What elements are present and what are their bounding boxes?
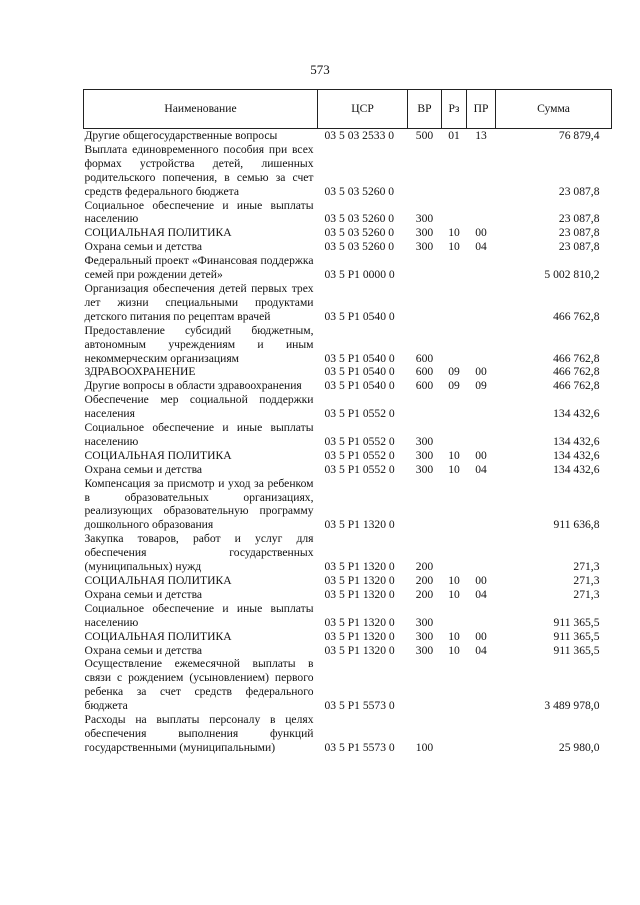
table-row (84, 379, 612, 393)
table-row (84, 421, 612, 449)
cell-sum: 911 365,5 (553, 643, 600, 657)
header-row (84, 90, 612, 129)
cell-csr: 03 5 P1 1320 0 (324, 587, 395, 601)
cell-csr: 03 5 03 5260 0 (324, 240, 395, 254)
cell-csr: 03 5 P1 1320 0 (324, 643, 395, 657)
cell-name: Федеральный проект «Финансовая поддержка семей при рождении детей» (84, 254, 314, 282)
cell-rz: 10 (448, 462, 460, 476)
cell-name: Охрана семьи и детства (84, 240, 203, 254)
cell-sum: 3 489 978,0 (544, 699, 600, 713)
cell-csr: 03 5 P1 5573 0 (324, 740, 395, 754)
table-row (84, 532, 612, 574)
cell-pr: 00 (475, 574, 487, 587)
cell-csr: 03 5 P1 0540 0 (324, 365, 395, 379)
cell-sum: 23 087,8 (558, 226, 600, 240)
cell-csr: 03 5 P1 1320 0 (324, 574, 395, 587)
table-row (84, 463, 612, 477)
cell-csr: 03 5 P1 5573 0 (324, 699, 395, 713)
cell-vr (408, 282, 442, 324)
cell-sum: 23 087,8 (558, 212, 600, 226)
cell-rz (442, 143, 467, 199)
cell-pr: 00 (475, 365, 487, 379)
table-row (84, 129, 612, 143)
cell-pr (467, 532, 496, 574)
cell-name: Другие вопросы в области здравоохранения (84, 379, 302, 393)
cell-vr: 300 (415, 448, 434, 462)
cell-sum: 134 432,6 (553, 407, 600, 421)
cell-rz (442, 713, 467, 755)
cell-pr (467, 657, 496, 713)
cell-vr: 300 (415, 643, 434, 657)
table-row (84, 644, 612, 658)
cell-sum: 134 432,6 (553, 462, 600, 476)
cell-pr: 04 (475, 587, 487, 601)
table-row (84, 630, 612, 644)
cell-rz: 10 (448, 240, 460, 254)
cell-rz: 09 (448, 379, 460, 393)
cell-sum: 134 432,6 (553, 448, 600, 462)
cell-vr: 300 (415, 240, 434, 254)
cell-name: Расходы на выплаты персоналу в целях обеспечения выполнения функций государственными (муниципальными) (84, 713, 314, 754)
table-body (84, 129, 612, 755)
cell-vr: 200 (415, 560, 434, 574)
cell-rz (442, 532, 467, 574)
table-row (84, 574, 612, 588)
cell-sum: 134 432,6 (553, 434, 600, 448)
cell-sum: 23 087,8 (558, 240, 600, 254)
cell-pr (467, 143, 496, 199)
cell-name: Компенсация за присмотр и уход за ребенком в образовательных организациях, реализующих образовательную программу дошкольного образования (84, 476, 314, 532)
cell-name: Предоставление субсидий бюджетным, автономным учреждениям и иным некоммерческим организациям (84, 323, 314, 365)
cell-vr: 300 (415, 434, 434, 448)
cell-name: Социальное обеспечение и иные выплаты населению (84, 421, 314, 448)
table-row (84, 365, 612, 379)
cell-pr (467, 477, 496, 533)
cell-vr: 200 (415, 587, 434, 601)
cell-name: Социальное обеспечение и иные выплаты населению (84, 198, 314, 226)
cell-csr: 03 5 03 5260 0 (324, 212, 395, 226)
cell-vr (408, 393, 442, 421)
cell-vr: 600 (415, 351, 434, 365)
cell-csr: 03 5 03 2533 0 (324, 129, 395, 142)
cell-vr: 300 (415, 462, 434, 476)
cell-name: Выплата единовременного пособия при всех формах устройства детей, лишенных родительского попечения, в семью за счет средств федерального бюджета (84, 142, 314, 198)
cell-pr: 04 (475, 643, 487, 657)
page-number: 573 (310, 62, 330, 77)
cell-csr: 03 5 P1 1320 0 (324, 518, 395, 532)
cell-csr: 03 5 P1 0552 0 (324, 448, 395, 462)
cell-sum: 5 002 810,2 (544, 268, 600, 282)
cell-sum: 25 980,0 (558, 740, 600, 754)
cell-csr: 03 5 03 5260 0 (324, 226, 395, 240)
cell-pr: 00 (475, 448, 487, 462)
cell-rz (442, 477, 467, 533)
cell-vr: 300 (415, 615, 434, 629)
table-row (84, 657, 612, 713)
budget-table (83, 89, 612, 755)
cell-rz (442, 657, 467, 713)
cell-sum: 271,3 (573, 560, 600, 574)
cell-name: Осуществление ежемесячной выплаты в связи с рождением (усыновлением) первого ребенка за счет средств федерального бюджета (84, 657, 314, 713)
cell-rz: 10 (448, 587, 460, 601)
table-row (84, 393, 612, 421)
header-rz: Рз (442, 90, 467, 129)
cell-vr (408, 657, 442, 713)
cell-name: Обеспечение мер социальной поддержки населения (84, 393, 314, 421)
cell-vr: 200 (415, 574, 434, 587)
cell-csr: 03 5 P1 1320 0 (324, 629, 395, 643)
cell-sum: 271,3 (573, 574, 600, 587)
cell-vr: 600 (415, 379, 434, 393)
cell-csr: 03 5 P1 0552 0 (324, 462, 395, 476)
cell-vr (408, 143, 442, 199)
cell-rz: 09 (448, 365, 460, 379)
cell-pr: 04 (475, 240, 487, 254)
table-row (84, 282, 612, 324)
cell-vr: 600 (415, 365, 434, 379)
cell-sum: 23 087,8 (558, 184, 600, 198)
header-vr: ВР (408, 90, 442, 129)
cell-sum: 76 879,4 (558, 129, 600, 142)
cell-sum: 911 636,8 (553, 518, 600, 532)
cell-sum: 466 762,8 (553, 309, 600, 323)
cell-csr: 03 5 P1 0540 0 (324, 309, 395, 323)
cell-csr: 03 5 P1 0552 0 (324, 434, 395, 448)
cell-csr: 03 5 P1 0000 0 (324, 268, 395, 282)
cell-name: Закупка товаров, работ и услуг для обеспечения государственных (муниципальных) нужд (84, 532, 314, 574)
cell-rz: 10 (448, 448, 460, 462)
cell-name: Другие общегосударственные вопросы (84, 129, 278, 142)
cell-rz: 10 (448, 629, 460, 643)
cell-rz: 10 (448, 574, 460, 587)
table-row (84, 143, 612, 199)
table-row (84, 324, 612, 366)
header-sum: Сумма (496, 90, 612, 129)
cell-pr: 04 (475, 462, 487, 476)
cell-rz (442, 199, 467, 227)
cell-sum: 271,3 (573, 587, 600, 601)
cell-vr: 300 (415, 629, 434, 643)
header-pr: ПР (467, 90, 496, 129)
cell-pr (467, 602, 496, 630)
cell-sum: 466 762,8 (553, 365, 600, 379)
cell-name: ЗДРАВООХРАНЕНИЕ (84, 365, 196, 379)
cell-pr: 00 (475, 629, 487, 643)
cell-sum: 911 365,5 (553, 629, 600, 643)
cell-rz (442, 282, 467, 324)
table-row (84, 199, 612, 227)
cell-pr (467, 324, 496, 366)
cell-vr (408, 477, 442, 533)
header-name: Наименование (84, 90, 318, 129)
cell-rz: 01 (448, 129, 460, 142)
cell-name: Охрана семьи и детства (84, 643, 203, 657)
cell-pr (467, 199, 496, 227)
cell-pr (467, 421, 496, 449)
cell-name: СОЦИАЛЬНАЯ ПОЛИТИКА (84, 629, 232, 643)
cell-rz (442, 324, 467, 366)
table-row (84, 588, 612, 602)
cell-csr: 03 5 03 5260 0 (324, 184, 395, 198)
cell-csr: 03 5 P1 0552 0 (324, 407, 395, 421)
cell-sum: 466 762,8 (553, 379, 600, 393)
cell-name: Социальное обеспечение и иные выплаты населению (84, 601, 314, 629)
cell-csr: 03 5 P1 1320 0 (324, 560, 395, 574)
cell-rz (442, 393, 467, 421)
cell-pr (467, 254, 496, 282)
cell-pr (467, 282, 496, 324)
table-row (84, 713, 612, 755)
cell-csr: 03 5 P1 1320 0 (324, 615, 395, 629)
table-row (84, 449, 612, 463)
cell-rz: 10 (448, 643, 460, 657)
cell-rz (442, 254, 467, 282)
cell-vr: 300 (415, 226, 434, 240)
cell-pr (467, 713, 496, 755)
cell-pr: 13 (475, 129, 487, 142)
cell-name: СОЦИАЛЬНАЯ ПОЛИТИКА (84, 574, 232, 587)
cell-rz (442, 421, 467, 449)
cell-csr: 03 5 P1 0540 0 (324, 351, 395, 365)
table-row (84, 240, 612, 254)
cell-rz: 10 (448, 226, 460, 240)
cell-vr: 300 (415, 212, 434, 226)
cell-pr (467, 393, 496, 421)
cell-name: Охрана семьи и детства (84, 462, 203, 476)
cell-sum: 911 365,5 (553, 615, 600, 629)
cell-sum: 466 762,8 (553, 351, 600, 365)
cell-csr: 03 5 P1 0540 0 (324, 379, 395, 393)
cell-pr: 00 (475, 226, 487, 240)
cell-vr: 100 (415, 740, 434, 754)
header-csr: ЦСР (318, 90, 408, 129)
cell-name: СОЦИАЛЬНАЯ ПОЛИТИКА (84, 226, 232, 240)
cell-vr (408, 254, 442, 282)
table-row (84, 477, 612, 533)
cell-name: СОЦИАЛЬНАЯ ПОЛИТИКА (84, 448, 232, 462)
cell-pr: 09 (475, 379, 487, 393)
cell-name: Организация обеспечения детей первых трех лет жизни специальными продуктами детского питания по рецептам врачей (84, 281, 314, 323)
table-row (84, 254, 612, 282)
cell-name: Охрана семьи и детства (84, 587, 203, 601)
cell-rz (442, 602, 467, 630)
table-row (84, 602, 612, 630)
cell-vr: 500 (415, 129, 434, 142)
table-row (84, 226, 612, 240)
